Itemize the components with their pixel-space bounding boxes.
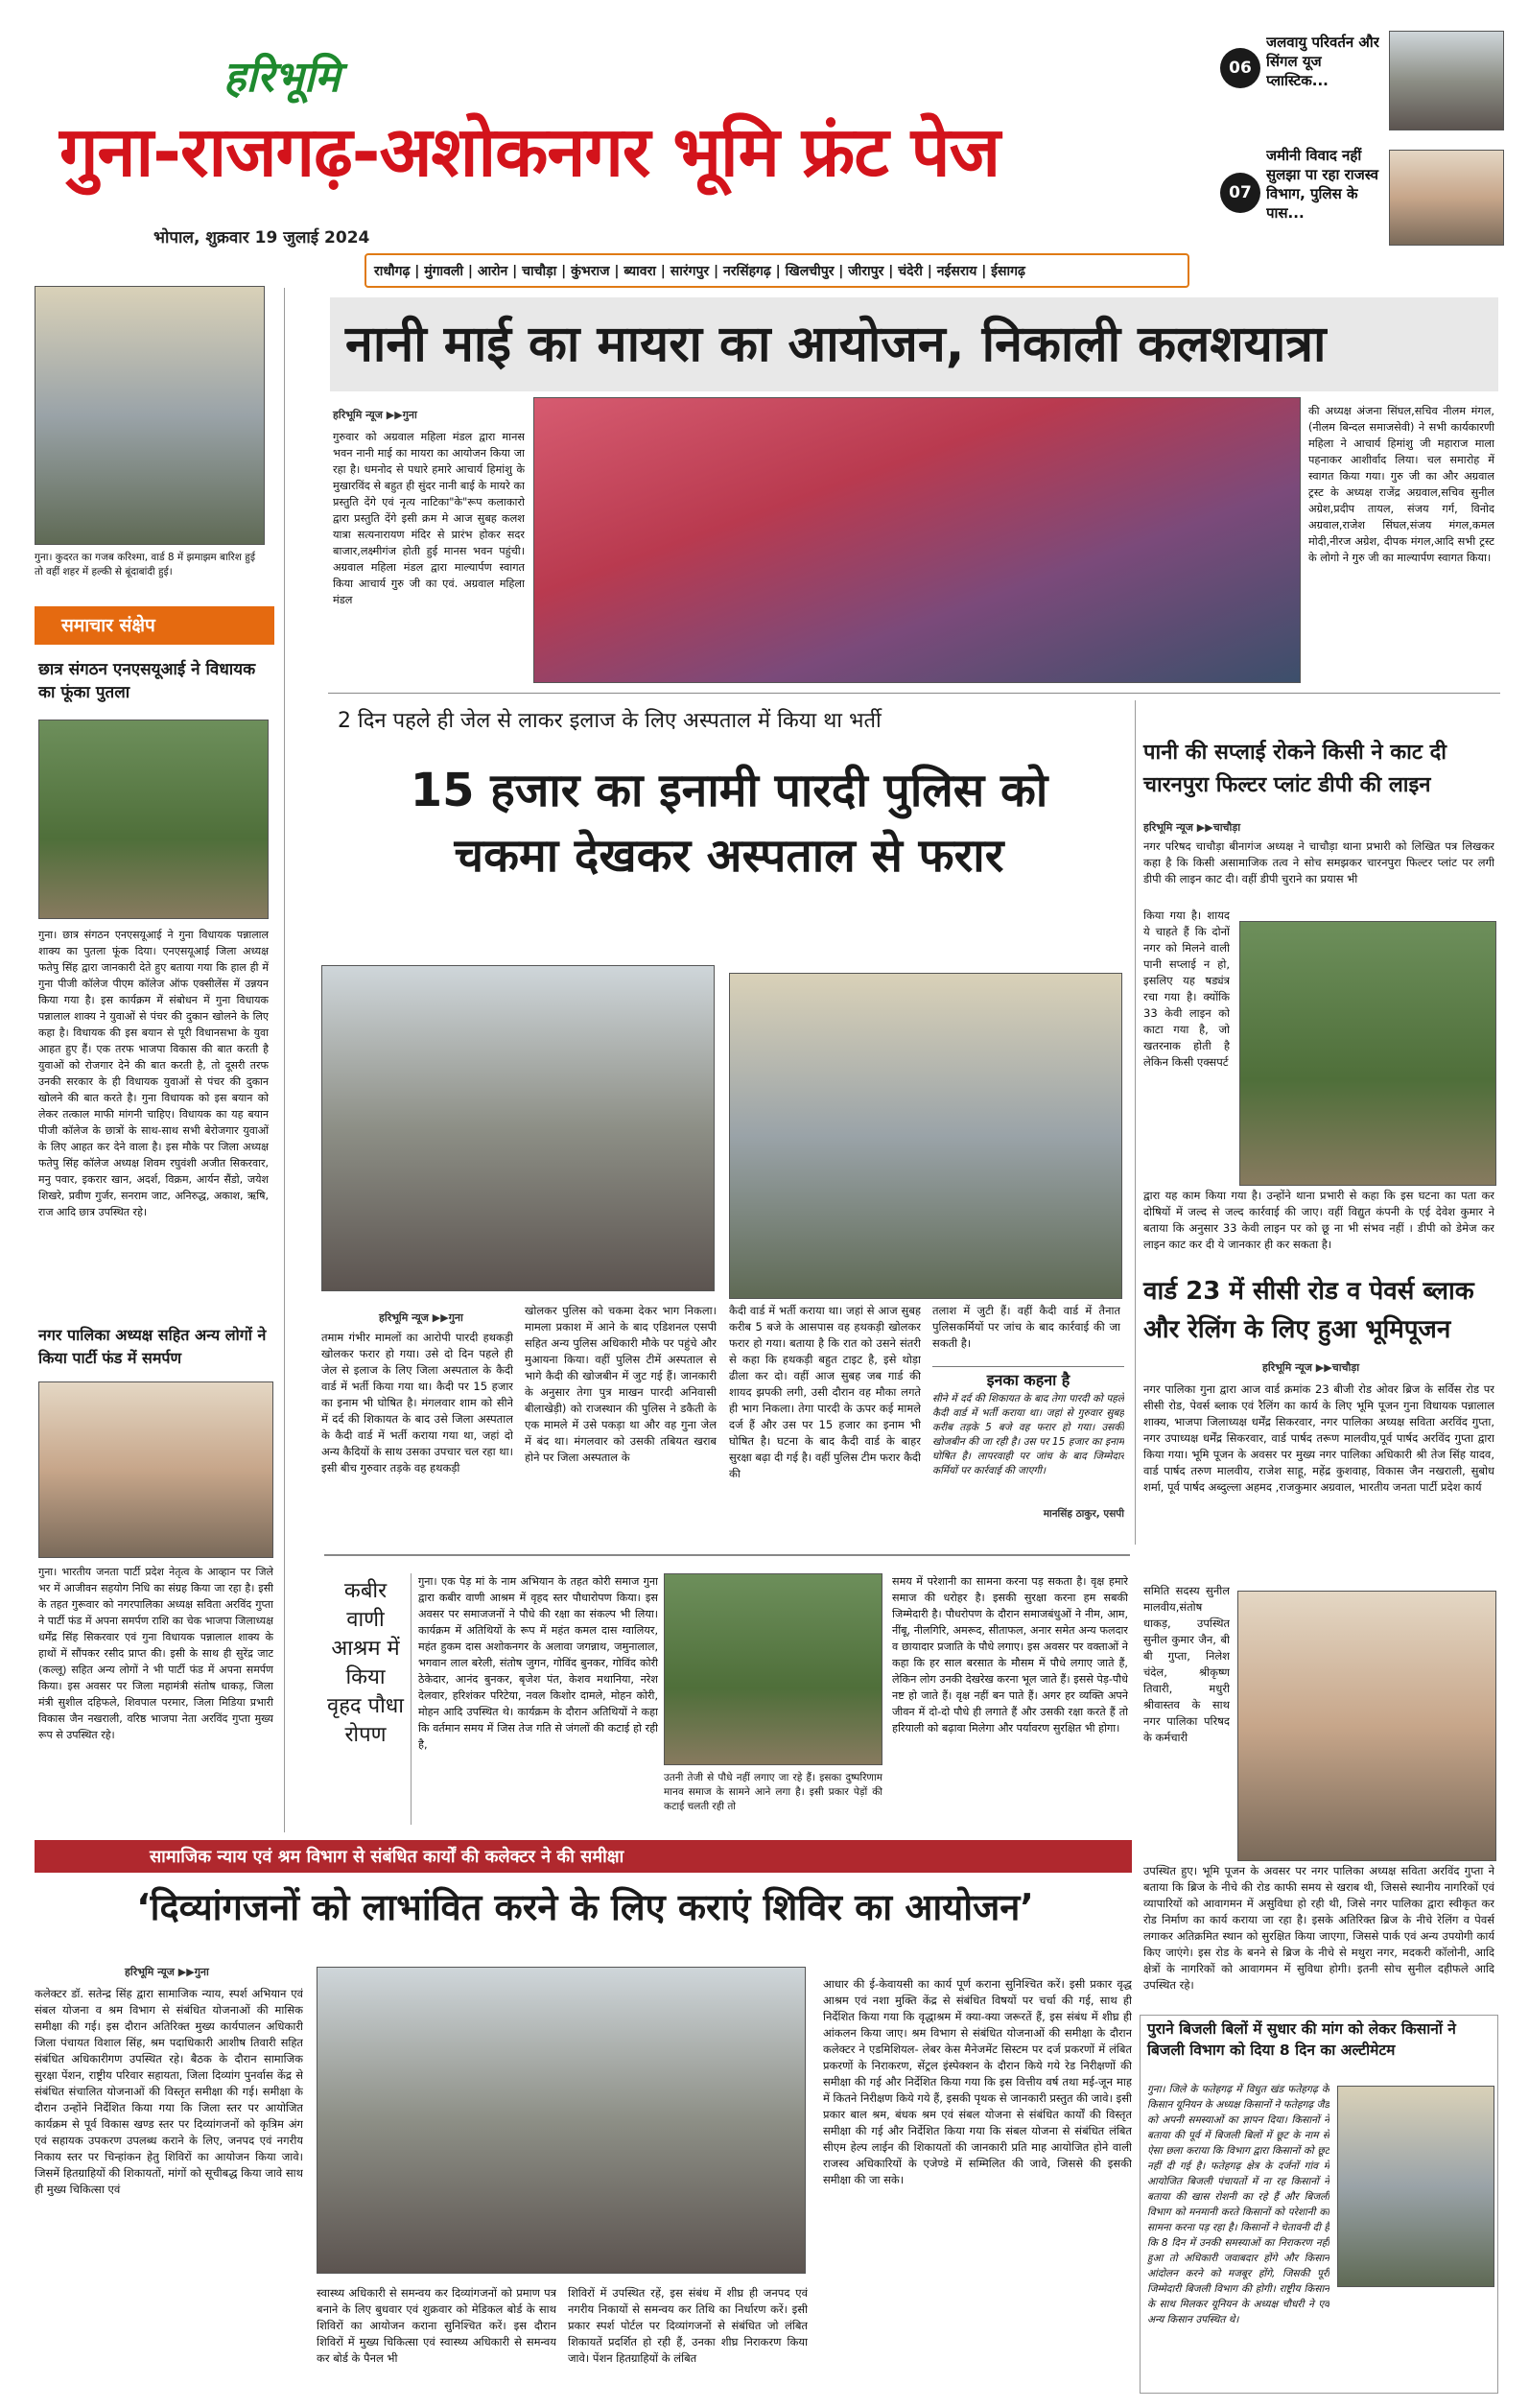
pardi-photo-1	[321, 965, 715, 1291]
pipeline-body-top: नगर परिषद चाचौड़ा बीनागंज अध्यक्ष ने चाचौड़ा थाना प्रभारी को लिखित पत्र लिखकर कहा है कि किसी असामाजिक तत्व ने सोच समझकर चारनपुरा फिल्टर प्लांट पर लगी डीपी की लाइन काट दी। वहीं डीपी चुराने का प्रयास भी	[1143, 839, 1494, 885]
teaser-page-badge: 06	[1220, 48, 1260, 88]
bills-photo	[1337, 2086, 1494, 2287]
divyang-col2: स्वास्थ्य अधिकारी से समन्वय कर दिव्यांगजनों को प्रमाण पत्र बनाने के लिए बुधवार एवं शुक्रवार को मेडिकल बोर्ड के साथ शिविरों का आयोजन कराना सुनिश्चित करें। इस दौरान शिविरों में मुख्य चिकित्सा एवं स्वास्थ्य अधिकारी से समन्वय कर बोर्ड के पैनल भी	[317, 2286, 556, 2365]
mayra-photo	[533, 397, 1301, 683]
divyang-col3: शिविरों में उपस्थित रहें, इस संबंध में शीघ्र ही जनपद एवं नगरीय निकायों से समन्वय कर तिथि का निर्धारण करें। इसी प्रकार स्पर्श पोर्टल पर दिव्यांगजनों से संबंधित जो लंबित शिकायतें प्रदर्शित हो रही हैं, उनका शीघ्र निराकरण किया जावे। पेंशन हितग्राहियों के लंबित	[568, 2286, 808, 2365]
ward-photo	[1237, 1591, 1496, 1861]
divyang-headline: ‘दिव्यांगजनों को लाभांवित करने के लिए कराएं शिविर का आयोजन’	[136, 1886, 1034, 1928]
brief2-body: गुना। भारतीय जनता पार्टी प्रदेश नेतृत्व के आव्हान पर जिले भर में आजीवन सहयोग निधि का संग्रह किया जा रहा है। इसी के तहत गुरूवार को नगरपालिका अध्यक्ष सविता अरविंद गुप्ता ने पार्टी फंड में अपना समर्पण राशि का चेक भाजपा जिलाध्यक्ष धर्मेंद्र सिंह सिकरवार एवं गुना विधायक पन्नालाल शाक्य के हाथों में सौंपकर रसीद प्राप्त की। इसी के साथ ही सुरेंद्र जाट (कल्लू) सहित अन्य लोगों ने भी पार्टी फंड में अपना समर्पण किया। इस अवसर पर जिला महामंत्री संतोष धाकड़, जिला मंत्री सुशील दहिफले, शिवपाल परमार, जिला मिडिया प्रभारी विकास जैन नखराली, वरिष्ठ भाजपा नेता अरविंद गुप्ता मुख्य रूप से उपस्थित रहे।	[38, 1566, 273, 1741]
divyang-kicker: सामाजिक न्याय एवं श्रम विभाग से संबंधित कार्यों की कलेक्टर ने की समीक्षा	[150, 1847, 624, 1867]
section-label: समाचार संक्षेप	[35, 606, 274, 645]
quote-signature: मानसिंह ठाकुर, एसपी	[1043, 1508, 1124, 1520]
pardi-kicker: 2 दिन पहले ही जेल से लाकर इलाज के लिए अस्पताल में किया था भर्ती	[338, 709, 882, 733]
divyang-byline: हरिभूमि न्यूज ▶▶गुना	[125, 1966, 209, 1978]
pardi-headline-1: 15 हजार का इनामी पारदी पुलिस को	[410, 764, 1048, 817]
divyang-col1: कलेक्टर डॉ. सतेन्द्र सिंह द्वारा सामाजिक न्याय, स्पर्श अभियान एवं संबल योजना व श्रम विभाग से संबंधित योजनाओं की मासिक समीक्षा की गई। इस दौरान अतिरिक्त मुख्य कार्यपालन अधिकारी जिला पंचायत विशाल सिंह, श्रम पदाधिकारी आशीष तिवारी सहित संबंधित अधिकारीगण उपस्थित रहे। बैठक के दौरान सामाजिक सुरक्षा पेंशन, राष्ट्रीय परिवार सहायता, जिला दिव्यांग पुनर्वास केंद्र से संबंधित संचालित योजनाओं की विस्तृत समीक्षा की गई। समीक्षा के दौरान उन्होंने निर्देशित किया गया कि जिला स्तर पर आयोजित कार्यक्रम से पूर्व विकास खण्ड स्तर पर दिव्यांगजनों को कृत्रिम अंग एवं सहायक उपकरण उपलब्ध कराने के लिए, जनपद एवं नगरीय निकाय स्तर पर चिन्हांकन हेतु शिविरों का आयोजन किया जावे। जिसमें हितग्राहियों की शिकायतों, मांगों को सूचीबद्ध किया जावे साथ ही मुख्य चिकित्सा एवं	[35, 1987, 303, 2196]
divyang-kicker-band	[35, 1840, 1132, 1873]
pardi-photo-2	[729, 973, 1122, 1299]
brief2-photo	[38, 1381, 273, 1558]
kabir-photo	[664, 1573, 882, 1765]
teaser-1[interactable]	[1218, 29, 1506, 134]
divider	[328, 693, 1500, 694]
mayra-body-right: की अध्यक्ष अंजना सिंघल,सचिव नीलम मंगल, (नीलम बिन्दल समाजसेवी) ने सभी कार्यकारणी महिला ने आचार्य हिमांशु जी महाराज माला पहनाकर आशीर्वाद लिया। चल समारोह में स्वागत किया गया। गुरु जी का और अग्रवाल ट्रस्ट के अध्यक्ष राजेंद्र अग्रवाल,सचिव सुनील अग्रेश,प्रदीप तायल, संजय गर्ग, विनोद अग्रवाल,राजेश सिंघल,संजय मंगल,कमल मोदी,नीरज अग्रेश, दीपक मंगल,आदि सभी ट्रस्ट के लोगो ने गुरु जी का माल्यार्पण स्वागत किया।	[1308, 405, 1494, 564]
rain-photo	[35, 286, 265, 545]
pipeline-body-left: किया गया है। शायद ये चाहते हैं कि दोनों नगर को मिलने वाली पानी सप्लाई न हो, इसलिए यह षड्यंत्र रचा गया है। क्योंकि 33 केवी लाइन को काटा गया है, जो खतरनाक होती है लेकिन किसी एक्सपर्ट	[1143, 909, 1230, 1069]
column-divider	[284, 288, 285, 1832]
teaser-photo	[1389, 31, 1504, 130]
pardi-col4: तलाश में जुटी हैं। वहीं कैदी वार्ड में तैनात पुलिसकर्मियों पर जांच के बाद कार्रवाई की जा सकती है।	[932, 1304, 1120, 1350]
quote-title: इनका कहना है	[986, 1371, 1070, 1389]
pardi-byline: हरिभूमि न्यूज ▶▶गुना	[379, 1311, 463, 1324]
brief1-body: गुना। छात्र संगठन एनएसयूआई ने गुना विधायक पन्नालाल शाक्य का पुतला फूंक दिया। एनएसयूआई जिला अध्यक्ष फतेपु सिंह द्वारा जानकारी देते हुए बताया गया कि हाल ही में गुना पीजी कॉलेज पीएम कॉलेज ऑफ एक्सीलेंस में उन्नयन किया गया है। इस कार्यक्रम में संबोधन में गुना विधायक पन्नालाल शाक्य ने युवाओं से पंचर की दुकान खोलने के लिए कहा है। विधायक की इस बयान से पूरी विधानसभा के युवा आहत हुए हैं। एक तरफ भाजपा विकास की बात करती है युवाओं को रोजगार देने की बात करती है, तो दूसरी तरफ उनकी सरकार के ही विधायक युवाओं से पंचर की दुकान खोलने की बात करते है। गुना विधायक को इस बयान को लेकर तत्काल माफी मांगनी चाहिए। विधायक का यह बयान पीजी कॉलेज के छात्रों के साथ-साथ सभी बेरोजगार युवाओं के लिए आहत कर देने वाला है। इस मौके पर जिला अध्यक्ष फतेपु सिंह कॉलेज अध्यक्ष शिवम रघुवंशी अजीत सिकरवार, मनु पवार, इकरार खान, अदर्श, विक्रम, आर्यन सैंडो, जयेश शिखरे, प्रवीण गुर्जर, सनराम जाट, अनिरुद्ध, अकाश, ऋषि, राज आदि छात्र उपस्थित रहे।	[38, 929, 269, 1218]
kabir-divider	[411, 1573, 412, 1825]
brief1-photo	[38, 720, 269, 919]
ward-body-narrow: समिति सदस्य सुनील मालवीय,संतोष धाकड़, उपस्थित सुनील कुमार जैन, बी बी गुप्ता, निलेश चंदेल, श्रीकृष्ण तिवारी, मधुरी श्रीवास्तव के साथ नगर पालिका परिषद के कर्मचारी	[1143, 1584, 1230, 1744]
teaser-page-badge: 07	[1220, 173, 1260, 213]
city-strip	[365, 253, 1189, 288]
mayra-body-left: गुरुवार को अग्रवाल महिला मंडल द्वारा मानस भवन नानी माई का मायरा का आयोजन किया जा रहा है। धमनोद से पधारे हमारे आचार्य हिमांशु के मुखारविंद से बहुत ही सुंदर नानी बाई के मायरे का प्रस्तुति देंगे एवं नृत्य नाटिका"के"रूप कलाकारो द्वारा प्रस्तुति देंगे इसी क्रम मे आज सुबह कलश यात्रा सत्यनारायण मंदिर से प्रारंभ होकर सदर बाजार,लक्ष्मीगंज होती हुई मानस भवन पहुंची। अग्रवाल महिला मंडल द्वारा माल्यार्पण स्वागत किया आचार्य गुरु जी का एवं. अग्रवाल महिला मंडल	[333, 431, 525, 606]
divyang-col4: आधार की ई-केवायसी का कार्य पूर्ण कराना सुनिश्चित करें। इसी प्रकार वृद्ध आश्रम एवं नशा मुक्ति केंद्र से संबंधित विषयों पर चर्चा की गई, साथ ही निर्देशित किया गया कि वृद्धाश्रम में क्या-क्या जरूरतें हैं, इस संबंध में शीघ्र ही आंकलन किया जाए। श्रम विभाग से संबंधित योजनाओं की समीक्षा के दौरान कलेक्टर ने एडमिशियल- लेबर केस मैनेजमेंट सिस्टम पर दर्ज प्रकरणों में लंबित प्रकरणों के निराकरण, सेंट्रल इंस्पेक्शन के दौरान किये गये रेड निरीक्षणों की समीक्षा की गई और निर्देशित किया गया कि इस वित्तीय वर्ष तथा मई-जून माह में कितने निरीक्षण किये गये हैं, इसकी पृथक से जानकारी प्रस्तुत की जावे। इसी प्रकार बाल श्रम, बंधक श्रम एवं संबल योजना से संबंधित कार्यों की विस्तृत समीक्षा की गई और निर्देशित किया गया कि संबल योजना से संबंधित लंबित सीएम हेल्प लाईन की शिकायतों की जानकारी प्रति माह आयोजित होने वाली राजस्व अधिकारियों के एजेण्डे में सम्मिलित की जावे, जिससे की इसकी समीक्षा की जा सके।	[823, 1977, 1132, 2186]
bills-body: गुना। जिले के फतेहगढ़ में विधुत खंड फतेहगढ़ के किसान यूनियन के अध्यक्ष किसानों ने फतेहगढ़ जैड को अपनी समस्याओं का ज्ञापन दिया। किसानों ने बताया की पूर्व में बिजली बिलों में छूट के नाम से ऐसा छला कराया कि विभाग द्वारा किसानों को छूट नहीं दी गई है। फतेहगढ़ क्षेत्र के दर्जनों गांव में आयोजित बिजली पंचायतों में ना रह किसानों ने बताया की खास रोशनी का रहे हैं और बिजली विभाग को मनमानी करते किसानों को परेशानी का सामना करना पड़ रहा है। किसानों ने चेतावनी दी है कि 8 दिन में उनकी समस्याओं का निराकरण नहीं हुआ तो अधिकारी जवाबदार होंगे और किसान आंदोलन करने को मजबूर होंगे, जिसकी पूरी जिम्मेदारी बिजली विभाग की होगी। राष्ट्रीय किसान के साथ मिलकर यूनियन के अध्यक्ष चौधरी ने एवं अन्य किसान उपस्थित थे।	[1147, 2084, 1329, 2325]
pipeline-body-bottom: द्वारा यह काम किया गया है। उन्होंने थाना प्रभारी से कहा कि इस घटना का पता कर दोषियों में जल्द से जल्द कार्रवाई की जाए। वहीं विद्युत कंपनी के एई देवेश कुमार ने बताया कि अनुसार 33 केवी लाइन पर को छू ना भी संभव नहीं । डीपी को डेमेज कर लाइन काट कर दी ये जानकार ही कर सकता है।	[1143, 1189, 1494, 1251]
quote-body: सीने में दर्द की शिकायत के बाद तेगा पारदी को पहले कैदी वार्ड में भर्ती कराया था। जहां से गुरुवार सुबह करीब तड़के 5 बजे वह फरार हो गया। उसकी खोजबीन की जा रही है। उस पर 15 हजार का इनाम घोषित है। लापरवाही पर जांच के बाद जिम्मेदार कर्मियों पर कार्रवाई की जाएगी।	[932, 1393, 1124, 1476]
ward-headline: वार्ड 23 में सीसी रोड व पेवर्स ब्लाक और रेलिंग के लिए हुआ भूमिपूजन	[1143, 1277, 1474, 1344]
ward-body-bottom: उपस्थित हुए। भूमि पूजन के अवसर पर नगर पालिका अध्यक्ष सविता अरविंद गुप्ता ने बताया कि ब्रिज के नीचे की रोड काफी समय से खराब थी, जिससे स्थानीय नागरिकों एवं व्यापारियों को आवागमन में असुविधा हो रही थी, जिसे नगर पालिका द्वारा स्वीकृत कर रोड निर्माण का कार्य कराया जा रहा है। इसके अतिरिक्त ब्रिज के नीचे रेलिंग व पेवर्स लगाकर अतिक्रमित स्थान को सुरक्षित किया जाएगा, जिससे पार्क एवं अन्य उपयोगी कार्य किए जाएंगे। इस रोड के बनने से ब्रिज के नीचे से मथुरा नगर, मदकरी कॉलोनी, आदि क्षेत्रों के नागरिकों को आवागमन में सुविधा होगी। इतनी सोच सुनील दहीफले आदि उपस्थित रहे।	[1143, 1864, 1494, 1992]
kabir-title: कबीर वाणी आश्रम में किया वृहद पौधा रोपण	[326, 1579, 404, 1747]
bills-headline: पुराने बिजली बिलों में सुधार की मांग को लेकर किसानों ने बिजली विभाग को दिया 8 दिन का अल्टीमेटम	[1147, 2020, 1456, 2059]
page-title: गुना-राजगढ़-अशोकनगर भूमि फ्रंट पेज	[59, 111, 1000, 192]
column-divider	[1135, 700, 1136, 1545]
pardi-col2: खोलकर पुलिस को चकमा देकर भाग निकला। मामला प्रकाश में आने के बाद एडिशनल एसपी सहित अन्य पुलिस अधिकारी मौके पर पहुंचे और मुआयना किया। वहीं पुलिस टीमें अस्पताल से भागे कैदी की खोजबीन में जुट गई हैं। जानकारी के अनुसार तेगा पुत्र माखन पारदी अनिवासी बीलाखेड़ी) को राजस्थान की पुलिस ने डकैती के एक मामले में उसे पकड़ा था और वह गुना जेल में बंद था। मंगलवार को उसकी तबियत खराब होने पर जिला अस्पताल के	[525, 1304, 717, 1464]
pipeline-headline: पानी की सप्लाई रोकने किसी ने काट दी चारनपुरा फिल्टर प्लांट डीपी की लाइन	[1143, 741, 1447, 797]
teaser-photo	[1389, 150, 1504, 246]
kabir-caption: उतनी तेजी से पौधे नहीं लगाए जा रहे हैं। इसका दुष्परिणाम मानव समाज के सामने आने लगा है। इसी प्रकार पेड़ों की कटाई चलती रही तो	[664, 1772, 882, 1812]
brief2-title: नगर पालिका अध्यक्ष सहित अन्य लोगों ने किया पार्टी फंड में समर्पण	[38, 1326, 267, 1367]
brand-logo: हरिभूमि	[223, 53, 341, 102]
dateline: भोपाल, शुक्रवार 19 जुलाई 2024	[153, 228, 370, 248]
masthead	[0, 0, 1529, 288]
rain-photo-caption: गुना। कुदरत का गजब करिश्मा, वार्ड 8 में झमाझम बारिश हुई तो वहीं शहर में हल्की से बूंदाबांदी हुई।	[35, 552, 255, 578]
ward-byline: हरिभूमि न्यूज ▶▶चाचौड़ा	[1262, 1361, 1360, 1374]
pipeline-photo	[1239, 921, 1496, 1186]
brief1-title: छात्र संगठन एनएसयूआई ने विधायक का फूंका पुतला	[38, 660, 256, 702]
kabir-body: गुना। एक पेड़ मां के नाम अभियान के तहत कोरी समाज गुना द्वारा कबीर वाणी आश्रम में वृहद स्तर पौधारोपण किया। इस अवसर पर समाजजनों ने पौधे की रक्षा का संकल्प भी लिया। कार्यक्रम में अतिथियों के रूप में महंत कमल दास ग्वालियर, महंत हुकम दास अशोकनगर के अलावा जगन्नाथ, जमुनालाल, भगवान लाल बरेली, संतोष जुगन, गोविंद बुनकर, गोविंद कोरी ठेकेदार, आनंद बुनकर, बृजेश पंत, केशव मथानिया, नरेश देलवार, हरिशंकर परिटेया, नवल किशोर दामले, मोहन कोरी, मोहन आदि उपस्थित थे। कार्यक्रम के दौरान अतिथियों ने कहा कि वर्तमान समय में जिस तेज गति से जंगलों की कटाई हो रही है,	[418, 1575, 658, 1751]
teaser-2[interactable]	[1218, 146, 1506, 251]
teaser-text: जमीनी विवाद नहीं सुलझा पा रहा राजस्व विभाग, पुलिस के पास...	[1266, 147, 1378, 222]
pardi-col1: तमाम गंभीर मामलों का आरोपी पारदी हथकड़ी खोलकर फरार हो गया। उसे दो दिन पहले ही जेल से इलाज के लिए जिला अस्पताल के कैदी वार्ड में भर्ती किया गया था। कैदी पर 15 हजार का इनाम भी घोषित है। मंगलवार शाम को सीने में दर्द की शिकायत के बाद उसे जिला अस्पताल के कैदी वार्ड में भर्ती कराया गया था, जहां दो अन्य कैदियों के साथ उसका उपचार चल रहा था। इसी बीच गुरुवार तड़के वह हथकड़ी	[321, 1331, 513, 1475]
teaser-text: जलवायु परिवर्तन और सिंगल यूज प्लास्टिक...	[1266, 34, 1379, 89]
divyang-photo	[317, 1967, 806, 2274]
pipeline-byline: हरिभूमि न्यूज ▶▶चाचौड़ा	[1143, 821, 1241, 834]
pardi-col3: कैदी वार्ड में भर्ती कराया था। जहां से आज सुबह करीब 5 बजे के आसपास वह हथकड़ी खोलकर फरार हो गया। बताया है कि रात को उसने संतरी से कहा कि हथकड़ी बहुत टाइट है, इसे थोड़ा ढीला कर दो। वहीं आज सुबह जब गार्ड की शायद झपकी लगी, उसी दौरान वह मौका लगते ही भाग निकला। तेगा पारदी के ऊपर कई मामले दर्ज हैं और उस पर 15 हजार का इनाम भी घोषित है। घटना के बाद कैदी वार्ड के बाहर सुरक्षा बढ़ा दी गई है। वहीं पुलिस टीम फरार कैदी की	[729, 1304, 921, 1480]
ward-body-top: नगर पालिका गुना द्वारा आज वार्ड क्रमांक 23 बीजी रोड ओवर ब्रिज के सर्विस रोड पर सीसी रोड, पेवर्स ब्लाक एवं रैलिंग का कार्य के लिए भूमि पूजन गुना विधायक पन्नालाल शाक्य, भाजपा जिलाध्यक्ष धर्मेंद्र सिकरवार, नगर पालिका अध्यक्ष सविता अरविंद गुप्ता, नगर उपाध्यक्ष धर्मेंद्र सिकरवार, वार्ड पार्षद तरूण मालवीय,पूर्व पार्षद अरविंद गुप्ता द्वारा किया गया। भूमि पूजन के अवसर पर मुख्य नगर पालिका अधिकारी श्री तेज सिंह यादव, वार्ड पार्षद तरुण मालवीय, राजेश साहू, महेंद्र कुशवाह, विकास जैन नखराली, सुबोध शर्मा, पूर्व पार्षद अब्दुल्ला अहमद ,राजकुमार अग्रवाल, भारतीय जनता पार्टी प्रदेश कार्य	[1143, 1382, 1494, 1494]
city-list: राधौगढ़ | मुंगावली | आरोन | चाचौड़ा | कुंभराज | ब्यावरा | सारंगपुर | नरसिंहगढ़ | खिलचीपुर | जीरापुर | चंदेरी | नईसराय | ईसागढ़	[374, 264, 1025, 279]
mayra-headline: नानी माई का मायरा का आयोजन, निकाली कलशयात्रा	[345, 316, 1327, 373]
pardi-headline-2: चकमा देखकर अस्पताल से फरार	[454, 829, 1004, 883]
kabir-body-right: समय में परेशानी का सामना करना पड़ सकता है। वृक्ष हमारे समाज की धरोहर है। इसकी सुरक्षा करना हम सबकी जिम्मेदारी है। पौधरोपण के दौरान समाजबंधुओं ने नीम, आम, नींबू, नीलगिरि, अमरूद, सीताफल, अनार समेत अन्य फलदार व छायादार प्रजाति के पौधे लगाए। इस अवसर पर वक्ताओं ने कहा कि हर साल बरसात के मौसम में पौधे लगाए जाते हैं, लेकिन लोग उनकी देखरेख करना भूल जाते हैं। इससे पेड़-पौधे नष्ट हो जाते हैं। वृक्ष नहीं बन पाते हैं। अगर हर व्यक्ति अपने जीवन में दो-दो पौधे ही लगाते हैं और उसकी रक्षा करते हैं तो हरियाली को बढ़ावा मिलेगा और पर्यावरण सुरक्षित भी होगा।	[892, 1575, 1128, 1735]
mayra-byline: हरिभूमि न्यूज ▶▶गुना	[333, 409, 417, 421]
quote-box	[932, 1366, 1124, 1535]
